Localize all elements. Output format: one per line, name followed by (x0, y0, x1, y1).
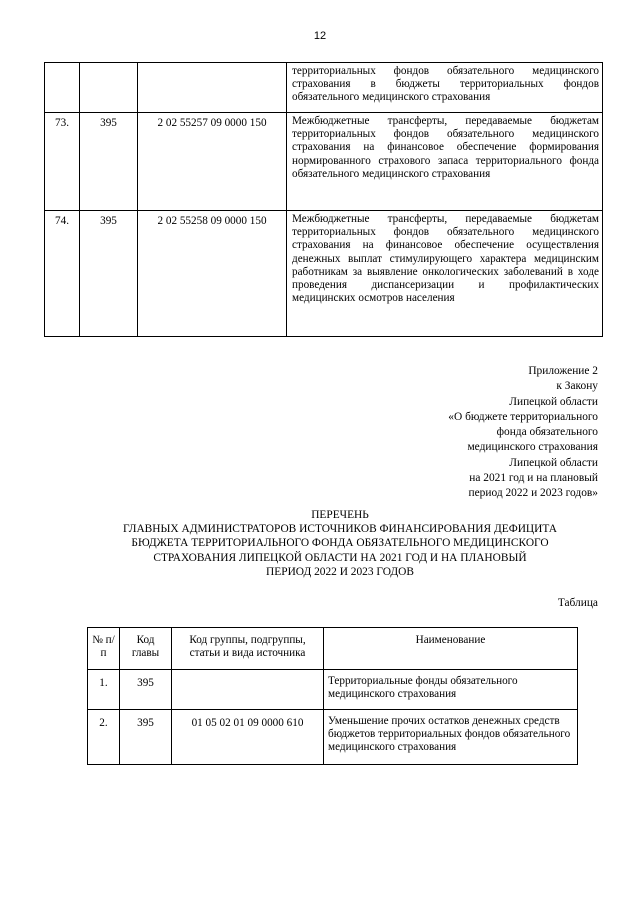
codes-table-continued (44, 62, 603, 337)
row-number: 1. (88, 670, 120, 710)
appendix-line: медицинского страхования (467, 441, 598, 454)
source-code (172, 670, 324, 710)
appendix-line: на 2021 год и на плановый (469, 472, 598, 485)
admin-code (80, 63, 138, 113)
title-line: ПЕРЕЧЕНЬ (311, 509, 369, 521)
table-row (45, 63, 603, 113)
budget-code: 2 02 55258 09 0000 150 (138, 211, 287, 337)
row-number: 74. (45, 211, 80, 337)
table-header-row (88, 628, 578, 670)
table-caption: Таблица (557, 597, 598, 609)
title-line: БЮДЖЕТА ТЕРРИТОРИАЛЬНОГО ФОНДА ОБЯЗАТЕЛЬНОГО МЕДИЦИНСКОГО (131, 537, 549, 550)
admin-code: 395 (120, 710, 172, 765)
administrator-name: Уменьшение прочих остатков денежных средств бюджетов территориальных фондов обязательного медицинского страхования (324, 710, 578, 765)
budget-code (138, 63, 287, 113)
appendix-line: «О бюджете территориального (448, 410, 598, 423)
description: Межбюджетные трансферты, передаваемые бюджетам территориальных фондов обязательного медицинского страхования на финансовое обеспечение формирования нормированного страхового запаса территориального фонда обязательного медицинского страхования (287, 113, 603, 211)
header-name: Наименование (324, 628, 578, 670)
table-row (45, 113, 603, 211)
admin-code: 395 (80, 113, 138, 211)
administrator-name: Территориальные фонды обязательного медицинского страхования (324, 670, 578, 710)
row-number (45, 63, 80, 113)
admin-code: 395 (80, 211, 138, 337)
appendix-line: Липецкой области (509, 456, 598, 469)
table-row (88, 670, 578, 710)
document-title (40, 508, 640, 579)
header-admin-code: Код главы (120, 628, 172, 670)
appendix-line: Приложение 2 (528, 365, 598, 377)
table-row (45, 211, 603, 337)
row-number: 73. (45, 113, 80, 211)
description: Межбюджетные трансферты, передаваемые бюджетам территориальных фондов обязательного медицинского страхования на финансовое обеспечение осуществления денежных выплат стимулирующего характера медицинским работникам за выявление онкологических заболеваний в ходе проведения диспансеризации и профилактических медицинских осмотров населения (287, 211, 603, 337)
header-source-code: Код группы, подгруппы, статьи и вида источника (172, 628, 324, 670)
header-number: № п/п (88, 628, 120, 670)
table-row (88, 710, 578, 765)
appendix-line: период 2022 и 2023 годов» (468, 487, 598, 500)
administrators-table (87, 627, 578, 765)
appendix-reference (298, 364, 598, 502)
row-number: 2. (88, 710, 120, 765)
appendix-line: Липецкой области (509, 395, 598, 408)
budget-code: 2 02 55257 09 0000 150 (138, 113, 287, 211)
source-code: 01 05 02 01 09 0000 610 (172, 710, 324, 765)
description: территориальных фондов обязательного медицинского страхования в бюджеты территориальных фондов обязательного медицинского страхования (287, 63, 603, 113)
title-line: ГЛАВНЫХ АДМИНИСТРАТОРОВ ИСТОЧНИКОВ ФИНАНСИРОВАНИЯ ДЕФИЦИТА (122, 523, 557, 536)
page-number: 12 (313, 30, 327, 42)
appendix-line: к Закону (556, 380, 598, 393)
title-line: ПЕРИОД 2022 И 2023 ГОДОВ (266, 565, 414, 578)
admin-code: 395 (120, 670, 172, 710)
title-line: СТРАХОВАНИЯ ЛИПЕЦКОЙ ОБЛАСТИ НА 2021 ГОД И НА ПЛАНОВЫЙ (153, 551, 527, 564)
appendix-line: фонда обязательного (496, 426, 598, 439)
